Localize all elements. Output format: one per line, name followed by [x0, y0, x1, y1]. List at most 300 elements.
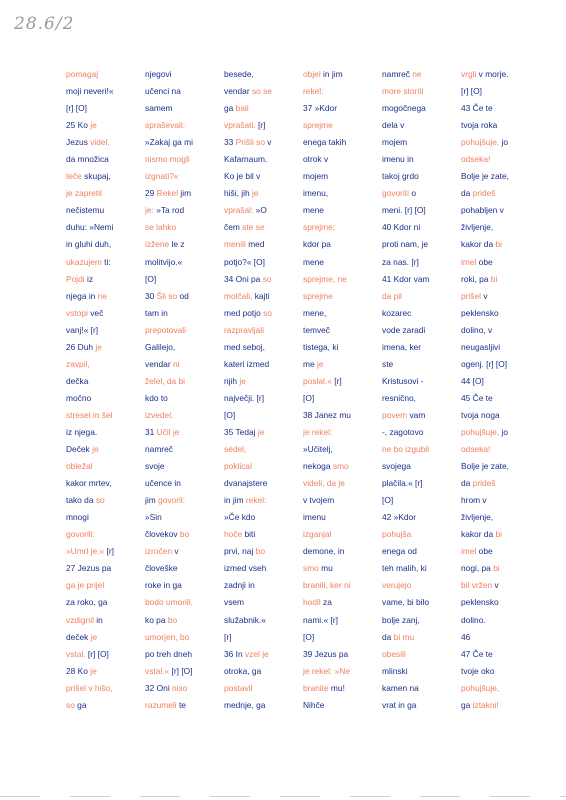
text-line: [145, 612, 224, 629]
text-line: [303, 254, 382, 271]
text-line: [145, 339, 224, 356]
word: za: [320, 597, 332, 608]
highlighted-word: povem: [382, 409, 408, 420]
word: vendar: [224, 86, 252, 97]
word: [O]: [224, 409, 236, 420]
word: dvanajstere: [224, 478, 268, 489]
word: meni. [r] [O]: [382, 205, 426, 216]
highlighted-word: so: [262, 273, 272, 284]
text-line: [145, 407, 224, 424]
word: po treh dneh: [145, 648, 193, 659]
word: med potjo: [224, 307, 264, 318]
highlighted-word: molčali,: [224, 290, 253, 301]
highlighted-word: verujejo: [382, 580, 412, 591]
text-line: [382, 629, 461, 646]
text-line: [66, 594, 145, 611]
word: besede,: [224, 69, 254, 79]
word: največji. [r]: [224, 392, 265, 403]
word: ko pa: [145, 614, 168, 625]
highlighted-word: prišel v hišo,: [66, 682, 113, 693]
text-line: [303, 697, 382, 714]
text-line: [224, 236, 303, 253]
word: mojem: [303, 171, 329, 182]
highlighted-word: odseka!: [461, 444, 491, 455]
text-line: [224, 577, 303, 594]
word: tvoja noga: [461, 409, 500, 420]
text-line: [303, 594, 382, 611]
word: za nas. [r]: [382, 256, 419, 267]
word: potjo?« [O]: [224, 256, 265, 267]
text-line: [382, 492, 461, 509]
highlighted-word: vzdignil: [66, 614, 94, 625]
text-line: [382, 356, 461, 373]
text-line: [66, 629, 145, 646]
text-line: [224, 441, 303, 458]
text-line: [145, 100, 224, 117]
text-line: [303, 492, 382, 509]
text-line: [303, 373, 382, 390]
highlighted-word: objel: [303, 69, 321, 79]
word: 44 [O]: [461, 375, 484, 386]
text-line: [145, 305, 224, 322]
text-line: [303, 390, 382, 407]
text-line: [303, 322, 382, 339]
word: bolje zanj,: [382, 614, 420, 625]
word: »Zakaj ga mi: [145, 137, 193, 148]
word: 39 Jezus pa: [303, 648, 349, 659]
text-line: [145, 441, 224, 458]
word: [r] [O]: [66, 103, 87, 114]
highlighted-word: govoriti: [382, 188, 409, 199]
word: dečka: [66, 375, 89, 386]
word: obe: [476, 256, 493, 267]
word: iz: [84, 273, 93, 284]
text-line: [303, 202, 382, 219]
word: dolino, v: [461, 324, 493, 335]
text-line: [461, 663, 540, 680]
word: nečistemu: [66, 205, 105, 216]
text-line: [66, 66, 145, 83]
text-line: [461, 697, 540, 714]
text-line: [382, 219, 461, 236]
word: mene: [303, 256, 324, 267]
highlighted-word: menili: [224, 239, 246, 250]
text-line: [382, 390, 461, 407]
word: [r]: [104, 546, 114, 557]
highlighted-word: je prijel: [77, 580, 105, 591]
word: Kafarnaum.: [224, 154, 268, 165]
text-line: [461, 441, 540, 458]
word: temveč: [303, 324, 330, 335]
word: biti: [242, 529, 256, 540]
highlighted-word: sédel,: [224, 444, 247, 455]
word: ti:: [101, 256, 111, 267]
text-line: [145, 356, 224, 373]
highlighted-word: hoče: [224, 529, 243, 540]
word: imenu,: [303, 188, 329, 199]
highlighted-word: izžene: [145, 239, 170, 250]
highlighted-word: sprejme: [303, 120, 333, 131]
text-line: [224, 646, 303, 663]
text-line: [224, 697, 303, 714]
highlighted-word: rekel:: [303, 86, 324, 97]
highlighted-word: je rekel:: [303, 426, 333, 437]
highlighted-word: spraševali:: [145, 120, 186, 131]
highlighted-word: so: [66, 699, 75, 710]
text-line: [382, 185, 461, 202]
text-line: [303, 185, 382, 202]
word: namreč: [382, 69, 413, 79]
text-line: [382, 271, 461, 288]
highlighted-word: obležal: [66, 461, 93, 472]
text-line: [303, 134, 382, 151]
text-line: [145, 475, 224, 492]
text-line: [224, 151, 303, 168]
text-line: [145, 594, 224, 611]
text-line: [382, 612, 461, 629]
highlighted-word: nismo mogli: [145, 154, 190, 165]
word: »Če kdo: [224, 512, 256, 523]
highlighted-word: sprejme: [303, 290, 333, 301]
text-line: [145, 543, 224, 560]
text-line: [461, 339, 540, 356]
word: 46: [461, 631, 471, 642]
word: da: [382, 631, 394, 642]
text-line: [303, 83, 382, 100]
scan-edge-line: [0, 796, 566, 797]
highlighted-word: umorjen, bo: [145, 631, 190, 642]
text-line: [66, 646, 145, 663]
text-line: [66, 134, 145, 151]
highlighted-word: Rekel: [156, 188, 179, 199]
word: ga: [461, 699, 473, 710]
word: -, zagotovo: [382, 426, 424, 437]
word: 36 In: [224, 648, 245, 659]
word: kateri izmed: [224, 358, 270, 369]
text-line: [382, 254, 461, 271]
text-line: [382, 526, 461, 543]
highlighted-word: sprejme, ne: [303, 273, 347, 284]
word: [r]: [255, 120, 266, 131]
word: duhu: »Nemi: [66, 222, 114, 233]
text-line: [66, 236, 145, 253]
text-line: [303, 526, 382, 543]
word: 38 Janez mu: [303, 409, 351, 420]
text-line: [382, 475, 461, 492]
text-line: [461, 322, 540, 339]
word: 26 Duh: [66, 341, 96, 352]
word: mojem: [382, 137, 408, 148]
text-line: [382, 594, 461, 611]
word: mu: [318, 563, 333, 574]
text-line: [461, 509, 540, 526]
text-line: [66, 509, 145, 526]
highlighted-word: so: [263, 307, 272, 318]
text-line: [382, 543, 461, 560]
word: moji neveri!«: [66, 86, 114, 97]
word: življenje,: [461, 222, 494, 233]
word: v tvojem: [303, 495, 335, 506]
text-line: [224, 356, 303, 373]
highlighted-word: ste se: [242, 222, 265, 233]
text-line: [66, 441, 145, 458]
word: mlinski: [382, 665, 408, 676]
highlighted-word: »Umrl je.«: [66, 546, 105, 557]
word: v: [492, 580, 499, 591]
highlighted-word: ne: [97, 290, 107, 301]
highlighted-word: bodo umorili,: [145, 597, 193, 608]
text-line: [461, 373, 540, 390]
text-line: [303, 236, 382, 253]
text-line: [382, 407, 461, 424]
text-line: [66, 168, 145, 185]
highlighted-word: bi mu: [393, 631, 415, 642]
word: in jim: [224, 495, 246, 506]
highlighted-word: poslal.«: [303, 375, 332, 386]
highlighted-word: je: [239, 375, 246, 386]
word: [r]: [331, 375, 342, 386]
word: njega in: [66, 290, 98, 301]
word: nogi, pa: [461, 563, 494, 574]
text-line: [145, 254, 224, 271]
text-line: [66, 202, 145, 219]
word: od: [177, 290, 189, 301]
text-line: [461, 83, 540, 100]
word: mnogi: [66, 512, 89, 523]
text-line: [382, 646, 461, 663]
text-line: [145, 646, 224, 663]
highlighted-word: bo: [167, 614, 178, 625]
word: namreč: [145, 444, 173, 455]
text-line: [303, 424, 382, 441]
text-line: [382, 560, 461, 577]
word: 35 Tedaj: [224, 426, 258, 437]
text-line: [145, 83, 224, 100]
word: otroka, ga: [224, 665, 262, 676]
word: čem: [224, 222, 243, 233]
word: otrok v: [303, 154, 329, 165]
text-line: [145, 202, 224, 219]
text-line: [461, 100, 540, 117]
word: 37 »Kdor: [303, 103, 337, 114]
word: Galilejo,: [145, 341, 176, 352]
text-line: [461, 646, 540, 663]
text-line: [66, 100, 145, 117]
text-line: [66, 356, 145, 373]
word: služabnik.«: [224, 614, 266, 625]
highlighted-word: branite: [303, 682, 329, 693]
word: izmed vseh: [224, 563, 267, 574]
text-line: [303, 117, 382, 134]
word: v: [481, 290, 488, 301]
text-line: [224, 339, 303, 356]
highlighted-word: more storiti: [382, 86, 424, 97]
text-line: [461, 271, 540, 288]
text-line: [382, 697, 461, 714]
word: demone, in: [303, 546, 345, 557]
word: imenu in: [382, 154, 414, 165]
word: roki, pa: [461, 273, 491, 284]
text-line: [382, 322, 461, 339]
word: imena, ker: [382, 341, 422, 352]
highlighted-word: da pil: [382, 290, 403, 301]
text-line: [145, 219, 224, 236]
text-line: [461, 134, 540, 151]
text-line: [145, 236, 224, 253]
text-line: [303, 475, 382, 492]
word: 42 »Kdor: [382, 512, 416, 523]
word: mene,: [303, 307, 327, 318]
highlighted-word: odseka!: [461, 154, 491, 165]
text-line: [461, 560, 540, 577]
text-line: [382, 236, 461, 253]
word: vanj!« [r]: [66, 324, 99, 335]
text-line: [66, 185, 145, 202]
text-grid: [66, 66, 540, 714]
text-line: [145, 509, 224, 526]
text-line: [66, 680, 145, 697]
highlighted-word: Prišli so: [235, 137, 265, 148]
text-line: [66, 663, 145, 680]
word: peklensko: [461, 307, 499, 318]
word: 32 Oni: [145, 682, 173, 693]
word: mu!: [328, 682, 345, 693]
text-line: [224, 407, 303, 424]
word: prvi, naj: [224, 546, 256, 557]
word: vame, bi bilo: [382, 597, 430, 608]
highlighted-word: izgnati?«: [145, 171, 179, 182]
word: hrom v: [461, 495, 487, 506]
text-line: [66, 83, 145, 100]
text-line: [145, 271, 224, 288]
text-line: [461, 288, 540, 305]
text-line: [382, 339, 461, 356]
word: Bolje je zate,: [461, 461, 509, 472]
highlighted-word: pomagaj: [66, 69, 99, 79]
text-line: [303, 680, 382, 697]
text-line: [145, 117, 224, 134]
text-line: [461, 577, 540, 594]
word: Jezus: [66, 137, 91, 148]
text-line: [224, 322, 303, 339]
text-line: [382, 577, 461, 594]
text-line: [303, 407, 382, 424]
text-line: [224, 458, 303, 475]
word: kamen na: [382, 682, 419, 693]
word: 33: [224, 137, 236, 148]
word: v morje.: [476, 69, 509, 79]
text-line: [66, 407, 145, 424]
word: zadnji in: [224, 580, 255, 591]
text-line: [66, 458, 145, 475]
word: ste: [382, 358, 394, 369]
word: [O]: [382, 495, 394, 506]
word: 29: [145, 188, 157, 199]
highlighted-word: govoril:: [158, 495, 186, 506]
text-line: [382, 168, 461, 185]
text-line: [224, 83, 303, 100]
highlighted-word: ne: [412, 69, 422, 79]
text-line: [66, 288, 145, 305]
text-line: [66, 390, 145, 407]
text-line: [224, 168, 303, 185]
highlighted-word: bo: [179, 529, 190, 540]
highlighted-word: imel: [461, 546, 477, 557]
word: tam in: [145, 307, 168, 318]
highlighted-word: bi: [490, 273, 498, 284]
text-line: [224, 509, 303, 526]
text-line: [461, 458, 540, 475]
text-line: [145, 168, 224, 185]
word: življenje,: [461, 512, 494, 523]
word: takoj grdo: [382, 171, 419, 182]
highlighted-word: bo: [255, 546, 265, 557]
text-line: [224, 373, 303, 390]
word: »Sin: [145, 512, 162, 523]
text-line: [224, 680, 303, 697]
word: njih: [224, 375, 240, 386]
text-line: [66, 526, 145, 543]
word: kakor da: [461, 239, 496, 250]
highlighted-word: videl,: [90, 137, 110, 148]
word: pohabljen v: [461, 205, 504, 216]
word: 27 Jezus pa: [66, 563, 112, 574]
text-line: [461, 629, 540, 646]
word: da: [461, 478, 473, 489]
word: 41 Kdor vam: [382, 273, 430, 284]
handwritten-page-number: 28.6/2: [14, 14, 75, 34]
text-line: [303, 66, 382, 83]
text-line: [303, 100, 382, 117]
word: njegovi: [145, 69, 172, 79]
text-line: [461, 475, 540, 492]
text-line: [461, 168, 540, 185]
word: vam: [407, 409, 426, 420]
text-line: [461, 543, 540, 560]
word: teh malih, ki: [382, 563, 427, 574]
highlighted-word: Učil je: [156, 426, 180, 437]
text-line: [382, 680, 461, 697]
text-line: [66, 373, 145, 390]
word: jo: [499, 426, 509, 437]
word: človeške: [145, 563, 178, 574]
highlighted-word: vprašal:: [224, 205, 254, 216]
word: mene: [303, 205, 324, 216]
highlighted-word: Pojdi: [66, 273, 85, 284]
highlighted-word: zavpil,: [66, 358, 90, 369]
highlighted-word: je: [251, 188, 259, 199]
text-line: [303, 663, 382, 680]
word: [r] [O]: [169, 665, 193, 676]
highlighted-word: je:: [145, 205, 157, 216]
word: vsem: [224, 597, 245, 608]
highlighted-word: vstal.«: [145, 665, 170, 676]
text-line: [145, 492, 224, 509]
text-line: [382, 288, 461, 305]
highlighted-word: teče: [66, 171, 82, 182]
highlighted-word: bi: [493, 563, 500, 574]
text-line: [303, 509, 382, 526]
highlighted-word: prideš: [472, 478, 496, 489]
text-line: [66, 339, 145, 356]
word: in gluhi duh,: [66, 239, 112, 250]
highlighted-word: izvedel.: [145, 409, 174, 420]
word: tvoje oko: [461, 665, 495, 676]
text-line: [145, 373, 224, 390]
word: in jim: [320, 69, 343, 79]
text-line: [145, 151, 224, 168]
word: »Ta rod: [156, 205, 185, 216]
